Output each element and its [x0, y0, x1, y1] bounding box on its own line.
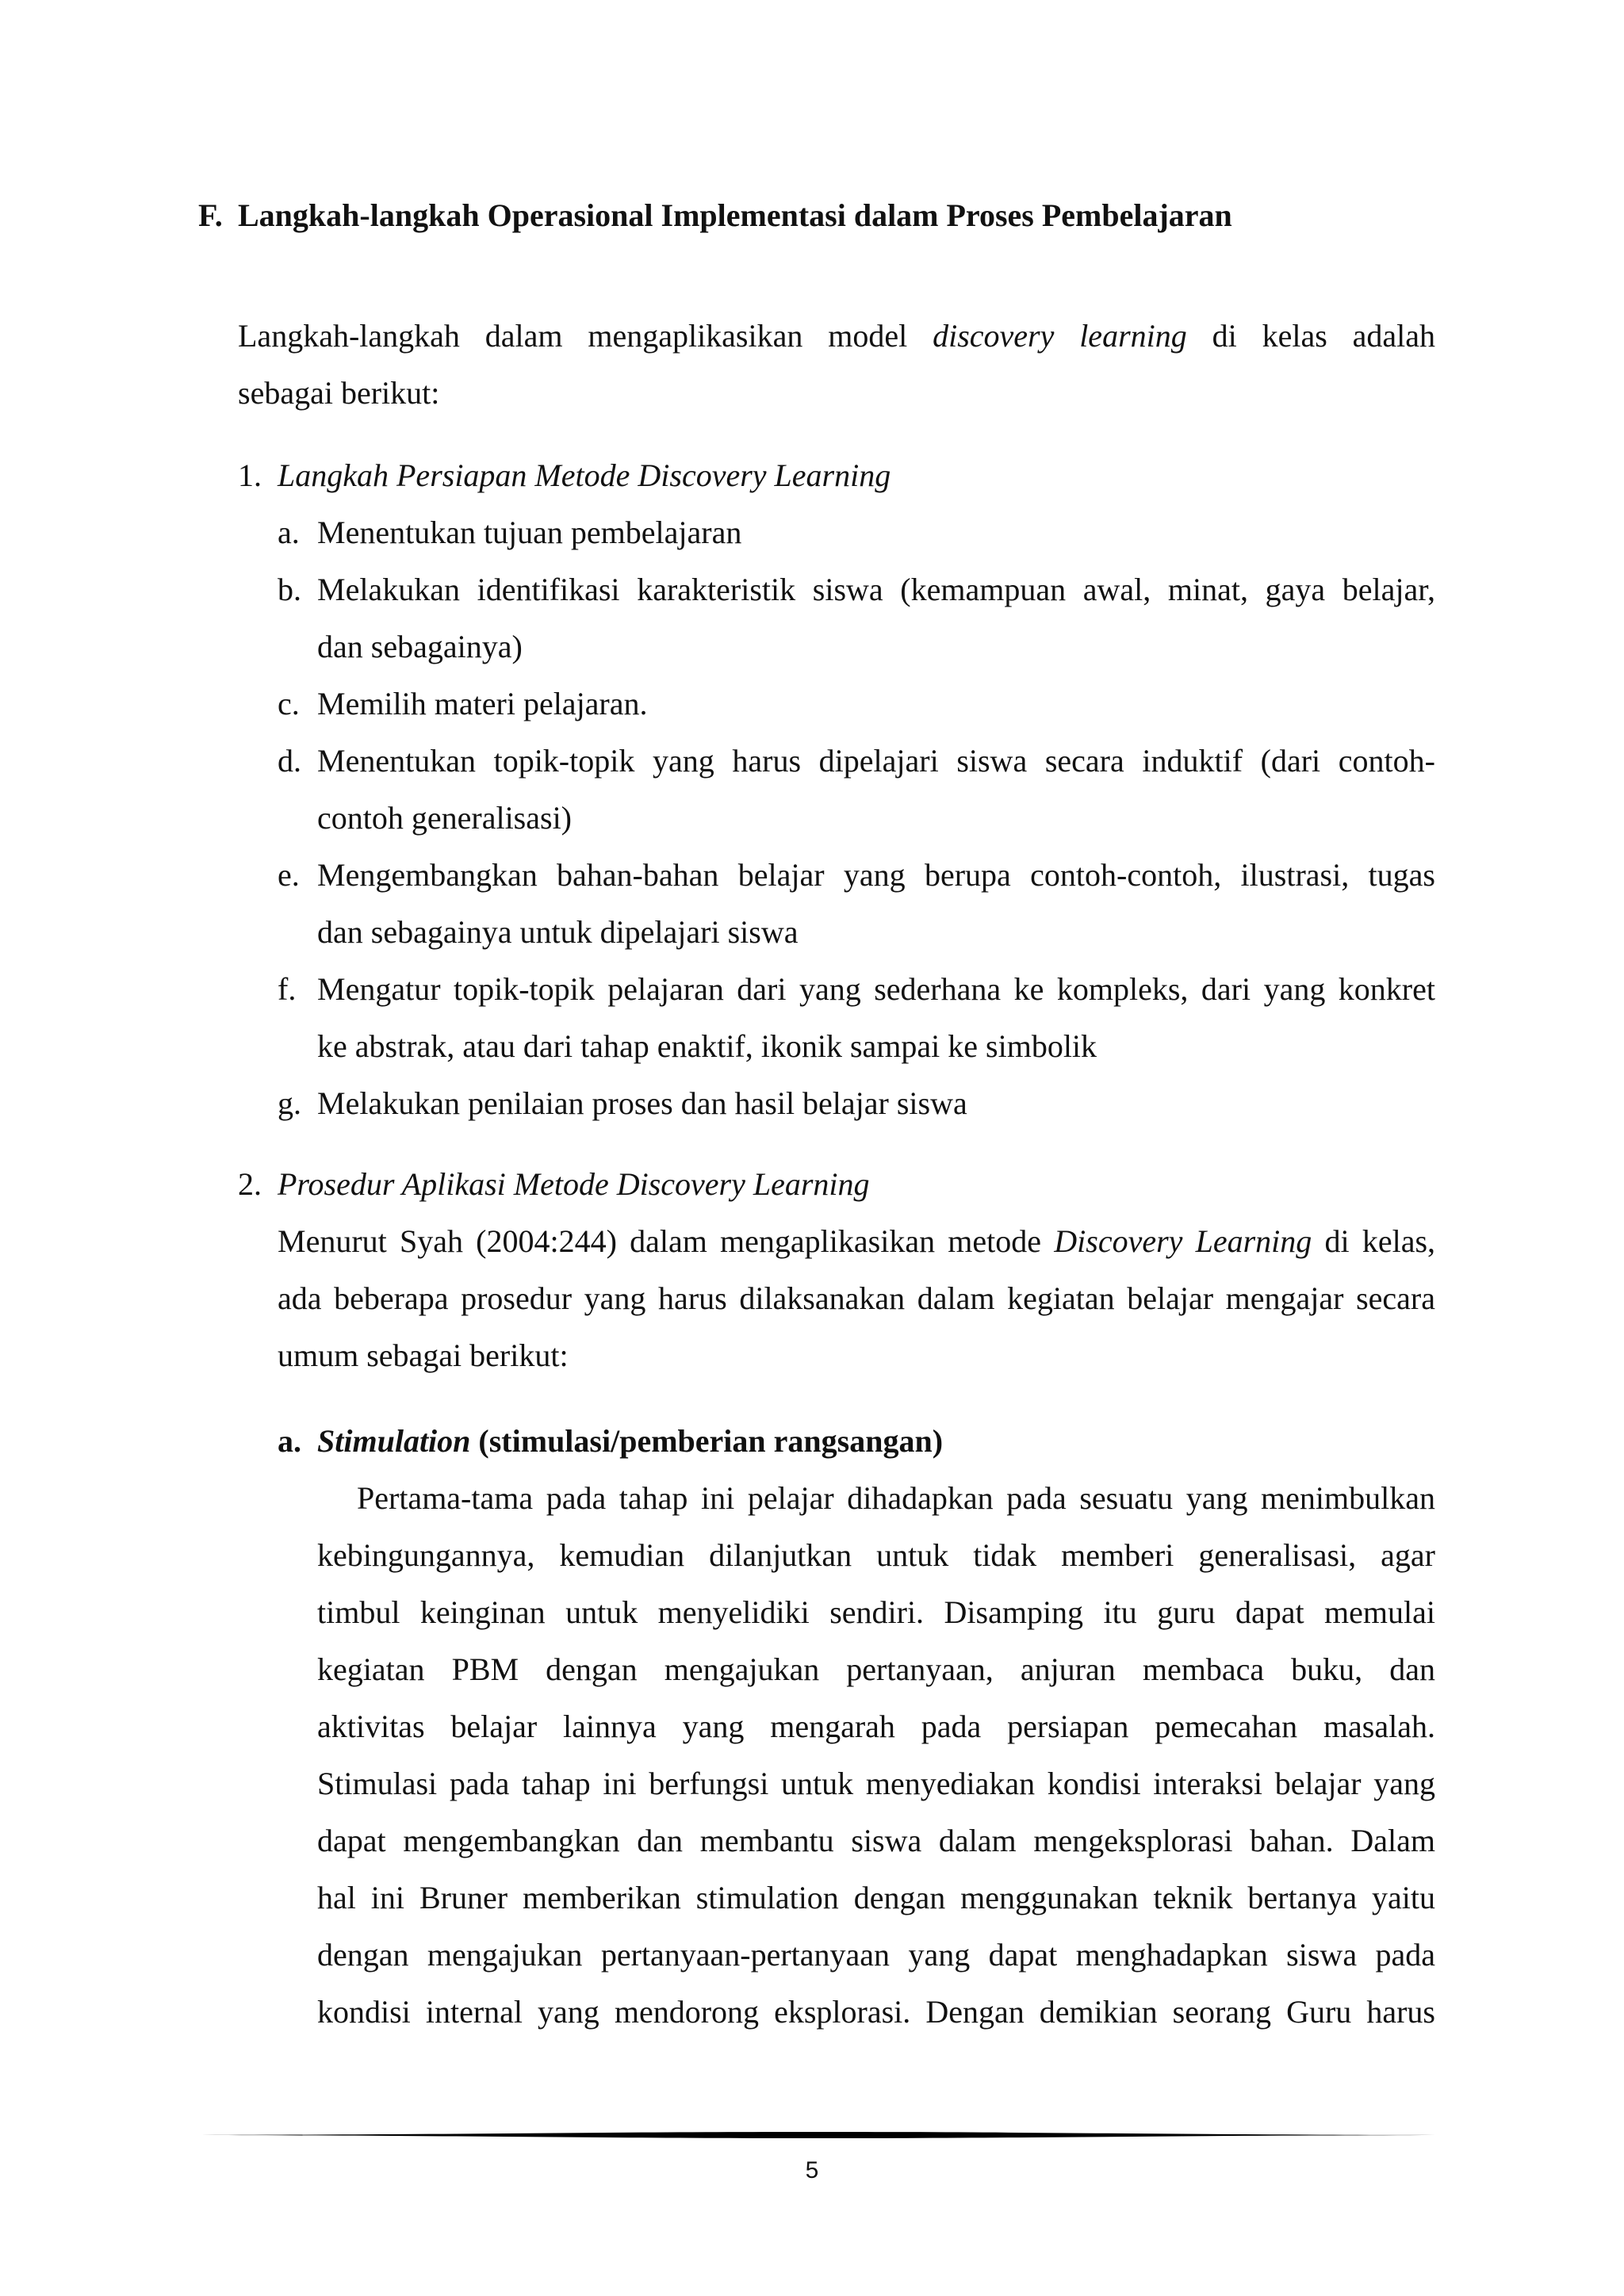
list-item — [278, 561, 1435, 675]
list-item-line: Menentukan topik-topik yang harus dipelajari siswa secara induktif (dari contoh- — [317, 743, 1435, 779]
list-item-text — [317, 561, 1435, 675]
list-item-letter: a. — [278, 515, 300, 550]
list-item-letter: c. — [278, 686, 300, 721]
intro-paragraph — [238, 308, 1435, 422]
list-item — [278, 733, 1435, 847]
list-item — [278, 504, 1435, 561]
stimulation-line: dapat mengembangkan dan membantu siswa dalam mengeksplorasi bahan. Dalam — [317, 1823, 1435, 1858]
list-item — [278, 847, 1435, 961]
stimulation-line: kegiatan PBM dengan mengajukan pertanyaan, anjuran membaca buku, dan — [317, 1651, 1435, 1687]
list-item-text — [317, 675, 1435, 733]
list-item-line: Menentukan tujuan pembelajaran — [317, 515, 742, 550]
subsection-heading-stimulation: a. Stimulation (stimulasi/pemberian rangsangan) — [278, 1423, 944, 1459]
stimulation-line: Stimulasi pada tahap ini berfungsi untuk menyediakan kondisi interaksi belajar yang — [317, 1766, 1435, 1801]
list-item — [278, 961, 1435, 1075]
list-item-letter: b. — [278, 572, 301, 607]
list-item-line: dan sebagainya) — [317, 629, 523, 664]
stimulation-line: kondisi internal yang mendorong eksplorasi. Dengan demikian seorang Guru harus — [317, 1994, 1435, 2030]
page-number: 5 — [805, 2157, 819, 2183]
list-item-letter: g. — [278, 1085, 301, 1121]
list-heading-1-title: Langkah Persiapan Metode Discovery Learning — [278, 457, 891, 493]
list-item-letter: f. — [278, 971, 297, 1007]
intro-line-2: sebagai berikut: — [238, 375, 440, 411]
list-item-text — [317, 504, 1435, 561]
section-heading — [198, 196, 1232, 235]
intro-italic-term: discovery learning — [933, 318, 1187, 354]
section-title: Langkah-langkah Operasional Implementasi dalam Proses Pembelajaran — [238, 197, 1232, 233]
list-item-text — [317, 961, 1435, 1075]
procedure-italic-term: Discovery Learning — [1054, 1223, 1312, 1259]
list-heading-1: 1. Langkah Persiapan Metode Discovery Learning — [238, 457, 891, 493]
list-item-text — [317, 847, 1435, 961]
stimulation-line: aktivitas belajar lainnya yang mengarah pada persiapan pemecahan masalah. — [317, 1709, 1435, 1744]
stimulation-term: Stimulation — [317, 1423, 471, 1459]
section-letter: F. — [198, 197, 223, 233]
list-item-line: Melakukan penilaian proses dan hasil belajar siswa — [317, 1085, 967, 1121]
procedure-line-2: ada beberapa prosedur yang harus dilaksanakan dalam kegiatan belajar mengajar secara — [278, 1280, 1435, 1316]
procedure-line-3: umum sebagai berikut: — [278, 1337, 569, 1373]
intro-line-1: Langkah-langkah dalam mengaplikasikan model discovery learning di kelas adalah — [238, 318, 1435, 354]
stimulation-line: Pertama-tama pada tahap ini pelajar dihadapkan pada sesuatu yang menimbulkan — [357, 1480, 1435, 1516]
list-item — [278, 675, 1435, 733]
list-item-text — [317, 733, 1435, 847]
list-heading-2: 2. Prosedur Aplikasi Metode Discovery Learning — [238, 1166, 870, 1202]
list-item-line: Mengatur topik-topik pelajaran dari yang sederhana ke kompleks, dari yang konkret — [317, 971, 1435, 1007]
stimulation-paragraph — [317, 1470, 1435, 2041]
list-item-line: Memilih materi pelajaran. — [317, 686, 648, 721]
list-item-line: dan sebagainya untuk dipelajari siswa — [317, 914, 799, 950]
list-item-text — [317, 1075, 1435, 1132]
procedure-line-1: Menurut Syah (2004:244) dalam mengaplikasikan metode Discovery Learning di kelas, — [278, 1223, 1436, 1259]
stimulation-line: timbul keinginan untuk menyelidiki sendiri. Disamping itu guru dapat memulai — [317, 1594, 1435, 1630]
procedure-paragraph — [278, 1213, 1435, 1384]
stimulation-line: kebingungannya, kemudian dilanjutkan untuk tidak memberi generalisasi, agar — [317, 1537, 1435, 1573]
list-item — [278, 1075, 1435, 1132]
list-item-line: Mengembangkan bahan-bahan belajar yang berupa contoh-contoh, ilustrasi, tugas — [317, 857, 1435, 893]
list-item-line: contoh generalisasi) — [317, 800, 572, 836]
list-item-line: Melakukan identifikasi karakteristik siswa (kemampuan awal, minat, gaya belajar, — [317, 572, 1435, 607]
list-item-letter: d. — [278, 743, 301, 779]
stimulation-line: dengan mengajukan pertanyaan-pertanyaan yang dapat menghadapkan siswa pada — [317, 1937, 1435, 1973]
footer-rule — [198, 2131, 1435, 2139]
list-heading-2-title: Prosedur Aplikasi Metode Discovery Learning — [278, 1166, 870, 1202]
stimulation-line: hal ini Bruner memberikan stimulation dengan menggunakan teknik bertanya yaitu — [317, 1880, 1435, 1915]
list-item-letter: e. — [278, 857, 300, 893]
list-item-line: ke abstrak, atau dari tahap enaktif, ikonik sampai ke simbolik — [317, 1028, 1097, 1064]
